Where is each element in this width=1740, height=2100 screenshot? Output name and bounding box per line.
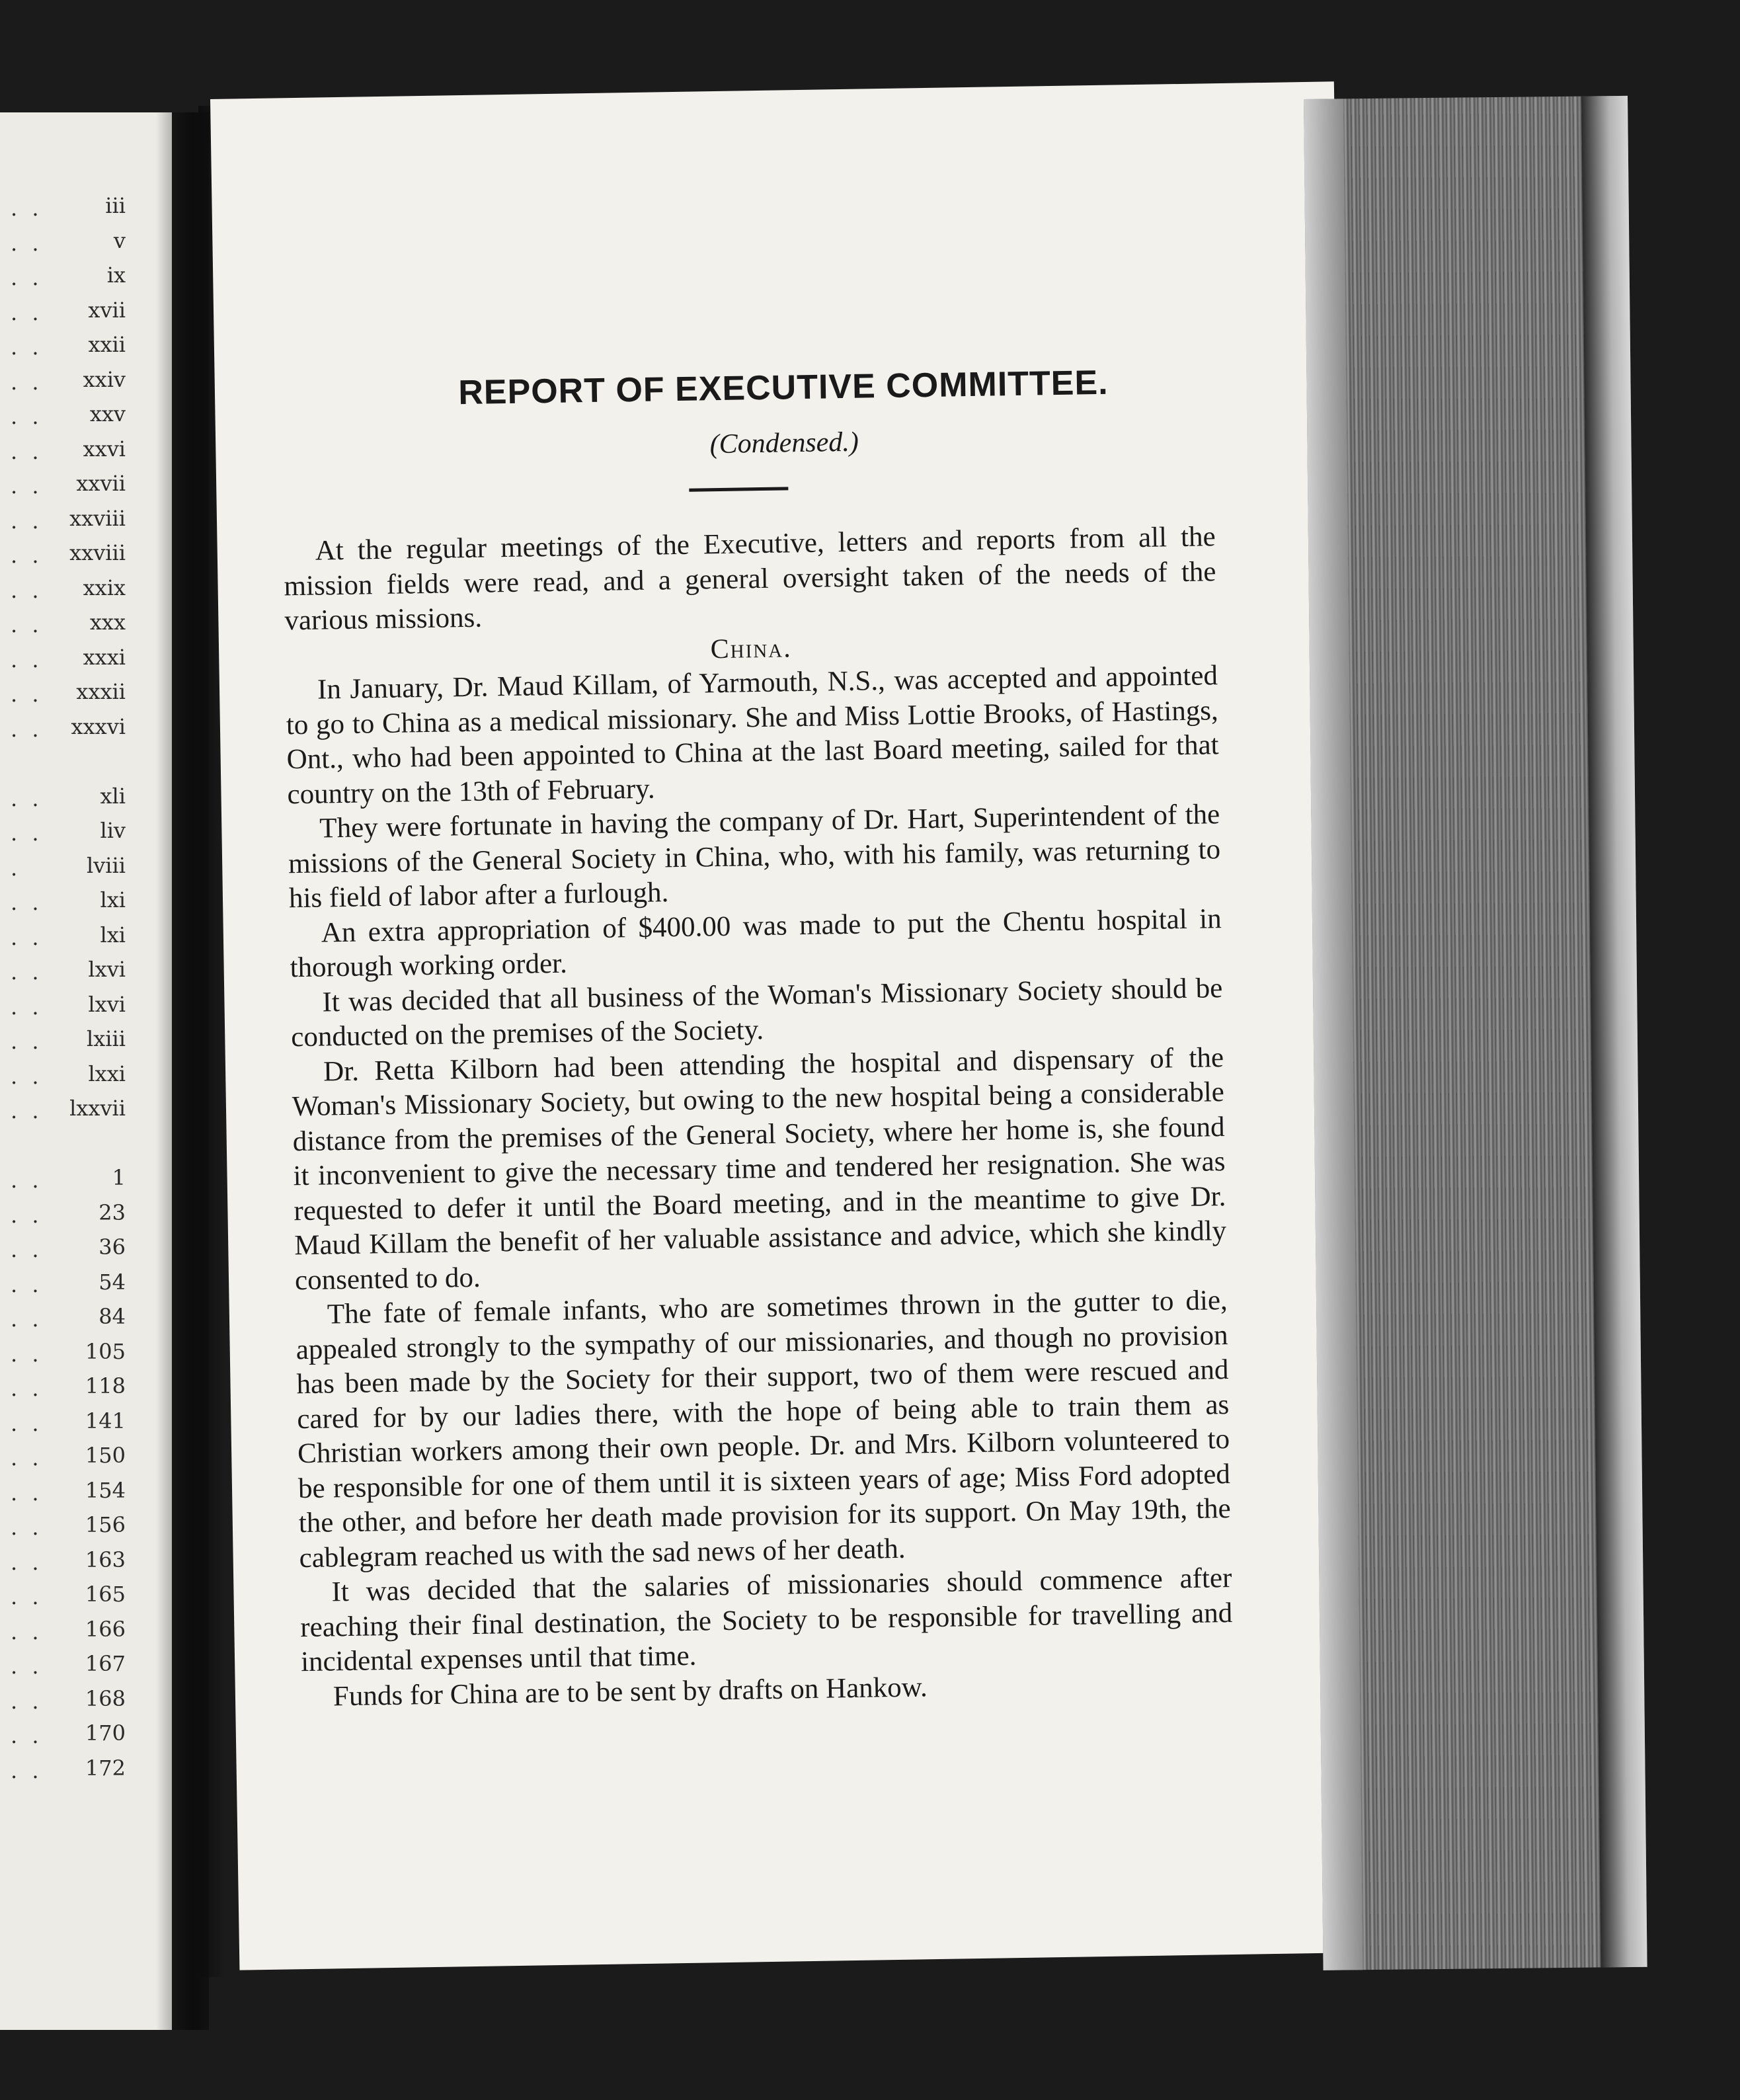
toc-leader-dots: . . xyxy=(11,1757,43,1783)
toc-row xyxy=(0,1580,132,1616)
toc-row xyxy=(0,400,132,436)
toc-row xyxy=(0,747,132,783)
toc-leader-dots: . . xyxy=(11,577,43,603)
paragraph: It was decided that all business of the Woman's Missionary Society should be conducted on the premises of the Society. xyxy=(290,972,1223,1053)
toc-leader-dots: . . xyxy=(11,890,43,915)
toc-row xyxy=(0,1060,132,1096)
toc-row xyxy=(0,608,132,644)
toc-page-number: xxx xyxy=(89,610,126,635)
toc-leader-dots: . . xyxy=(11,543,43,568)
toc-row xyxy=(0,713,132,748)
toc-leader-dots: . . xyxy=(11,265,43,290)
toc-page-number: lxvi xyxy=(88,957,126,982)
toc-row xyxy=(0,1303,132,1338)
toc-row xyxy=(0,643,132,679)
paragraph: Dr. Retta Kilborn had been attending the hospital and dispensary of the Woman's Missionary Society, but owing to the new hospital being a considerable distance from the premises of the General Society, where her home is, she found it inconvenient to give the necessary time and tendered her resignation. She was requested to defer it until the Board meeting, and in the meantime to give Dr. Maud Killam the benefit of her valuable assistance and advice, which she kindly consented to do. xyxy=(292,1041,1227,1296)
toc-leader-dots: . . xyxy=(11,1168,43,1193)
toc-row xyxy=(0,1511,132,1547)
toc-row xyxy=(0,1268,132,1304)
toc-page-number: lxvi xyxy=(88,991,126,1017)
paragraph: Funds for China are to be sent by drafts on Hankow. xyxy=(333,1671,928,1712)
toc-leader-dots: . . xyxy=(11,230,43,256)
toc-row xyxy=(0,1441,132,1477)
toc-leader-dots: . . xyxy=(11,1341,43,1367)
report-body xyxy=(283,520,1234,1715)
toc-leader-dots: . . xyxy=(11,1515,43,1540)
toc-leader-dots: . xyxy=(11,855,22,881)
toc-page-number: 156 xyxy=(85,1512,126,1537)
toc-row xyxy=(0,1199,132,1234)
toc-page-number: xxxi xyxy=(83,644,126,670)
toc-leader-dots: . . xyxy=(11,612,43,637)
toc-page-number: lxi xyxy=(100,887,126,912)
toc-page-number: 118 xyxy=(85,1373,126,1398)
title-rule xyxy=(689,487,788,491)
toc-row xyxy=(0,1164,132,1199)
toc-row xyxy=(0,852,132,887)
toc-leader-dots: . . xyxy=(11,508,43,534)
toc-leader-dots: . . xyxy=(11,404,43,429)
toc-leader-dots: . . xyxy=(11,1202,43,1228)
toc-leader-dots: . . xyxy=(11,821,43,846)
toc-leader-dots: . . xyxy=(11,1654,43,1679)
toc-row xyxy=(0,1338,132,1373)
toc-page-number: lxi xyxy=(100,922,126,948)
toc-page-number: xxxii xyxy=(76,679,126,704)
toc-leader-dots: . . xyxy=(11,1098,43,1123)
toc-row xyxy=(0,1476,132,1512)
toc-row xyxy=(0,921,132,957)
toc-row xyxy=(0,1685,132,1720)
toc-leader-dots: . . xyxy=(11,1376,43,1401)
toc-leader-dots: . . xyxy=(11,1410,43,1436)
toc-leader-dots: . . xyxy=(11,1549,43,1575)
paragraph: It was decided that the salaries of missionaries should commence after reaching their final destination, the Society to be responsible for travelling and incidental expenses until that time. xyxy=(299,1562,1233,1678)
toc-leader-dots: . . xyxy=(11,1688,43,1714)
paragraph: In January, Dr. Maud Killam, of Yarmouth, N.S., was accepted and appointed to go to China as a medical missionary. She and Miss Lottie Brooks, of Hastings, Ont., who had been appointed to China at the last Board meeting, sailed for that country on the 13th of February. xyxy=(286,660,1219,810)
toc-page-number: 167 xyxy=(85,1651,126,1676)
toc-leader-dots: . . xyxy=(11,716,43,742)
toc-page-number: 1 xyxy=(112,1165,126,1190)
toc-page-number: xxii xyxy=(88,332,126,357)
toc-row xyxy=(0,366,132,401)
toc-row xyxy=(0,817,132,852)
toc-page-number: iii xyxy=(105,193,126,218)
toc-row xyxy=(0,1754,132,1790)
toc-row xyxy=(0,469,132,505)
toc-page-number: 105 xyxy=(85,1338,126,1364)
toc-row xyxy=(0,1372,132,1408)
toc-page-number: lxxi xyxy=(88,1061,126,1086)
toc-page-number: xxix xyxy=(83,575,126,600)
page-subtitle: (Condensed.) xyxy=(709,426,859,460)
toc-page-number: liv xyxy=(100,818,126,843)
left-facing-page xyxy=(0,112,172,2030)
toc-row xyxy=(0,1719,132,1755)
toc-leader-dots: . . xyxy=(11,1480,43,1506)
toc-row xyxy=(0,227,132,262)
toc-page-number: xxvii xyxy=(76,471,126,496)
toc-page-number: xxviii xyxy=(69,540,126,565)
toc-row xyxy=(0,1407,132,1443)
toc-page-number: 163 xyxy=(85,1547,126,1572)
toc-row xyxy=(0,782,132,818)
toc-row xyxy=(0,1094,132,1130)
toc-page-number: 23 xyxy=(99,1199,126,1225)
toc-row xyxy=(0,886,132,922)
toc-page-number: 84 xyxy=(99,1304,126,1329)
toc-page-number: lxiii xyxy=(87,1026,126,1051)
toc-row xyxy=(0,1025,132,1061)
toc-page-number: ix xyxy=(106,262,126,288)
toc-leader-dots: . . xyxy=(11,1272,43,1297)
section-heading: China. xyxy=(710,632,793,665)
toc-leader-dots: . . xyxy=(11,300,43,325)
toc-row xyxy=(0,1129,132,1165)
toc-leader-dots: . . xyxy=(11,959,43,985)
toc-page-number: 165 xyxy=(85,1582,126,1607)
toc-page-number: xxviii xyxy=(69,505,126,531)
toc-leader-dots: . . xyxy=(11,1445,43,1471)
report-page xyxy=(210,81,1363,1970)
toc-page-number: 172 xyxy=(85,1755,126,1781)
toc-row xyxy=(0,539,132,575)
toc-row xyxy=(0,1615,132,1651)
toc-row xyxy=(0,435,132,471)
toc-row xyxy=(0,1650,132,1685)
toc-page-number: xxvi xyxy=(83,436,126,462)
toc-page-number: 150 xyxy=(85,1443,126,1468)
toc-row xyxy=(0,1233,132,1269)
toc-page-number: 168 xyxy=(85,1685,126,1711)
toc-page-number: 36 xyxy=(99,1234,126,1260)
paragraph: An extra appropriation of $400.00 was made to put the Chentu hospital in thorough working order. xyxy=(290,903,1222,984)
paragraph: They were fortunate in having the company of Dr. Hart, Superintendent of the missions of the General Society in China, who, with his family, was returning to his field of labor after a furlough. xyxy=(288,799,1221,914)
toc-leader-dots: . . xyxy=(11,369,43,395)
toc-leader-dots: . . xyxy=(11,1237,43,1262)
toc-leader-dots: . . xyxy=(11,196,43,221)
book-page-edges xyxy=(1304,96,1647,1970)
intro-paragraph: At the regular meetings of the Executive, letters and reports from all the mission fields were read, and a general oversight taken of the needs of the various missions. xyxy=(284,521,1216,637)
page-title: REPORT OF EXECUTIVE COMMITTEE. xyxy=(457,363,1109,413)
toc-leader-dots: . . xyxy=(11,1307,43,1332)
toc-page-number: xxv xyxy=(89,401,126,426)
toc-leader-dots: . . xyxy=(11,335,43,360)
toc-row xyxy=(0,574,132,610)
toc-leader-dots: . . xyxy=(11,1584,43,1609)
toc-page-number: xli xyxy=(100,783,126,809)
toc-page-number: xvii xyxy=(88,297,126,323)
toc-leader-dots: . . xyxy=(11,1029,43,1054)
toc-leader-dots: . . xyxy=(11,924,43,950)
toc-leader-dots: . . xyxy=(11,1063,43,1089)
toc-leader-dots: . . xyxy=(11,647,43,672)
toc-leader-dots: . . xyxy=(11,438,43,464)
toc-leader-dots: . . xyxy=(11,682,43,707)
toc-row xyxy=(0,261,132,297)
toc-leader-dots: . . xyxy=(11,473,43,499)
toc-leader-dots: . . xyxy=(11,786,43,811)
toc-page-number: 166 xyxy=(85,1616,126,1642)
toc-row xyxy=(0,505,132,540)
toc-leader-dots: . . xyxy=(11,994,43,1020)
toc-page-number: lxxvii xyxy=(69,1096,126,1121)
toc-page-number: 154 xyxy=(85,1477,126,1503)
toc-row xyxy=(0,192,132,227)
toc-row xyxy=(0,955,132,991)
toc-page-number: xxxvi xyxy=(71,713,126,739)
toc-leader-dots: . . xyxy=(11,1619,43,1644)
toc-page-number: lviii xyxy=(86,852,126,878)
toc-page-number: 141 xyxy=(85,1408,126,1434)
toc-row xyxy=(0,990,132,1026)
toc-row xyxy=(0,678,132,713)
toc-page-number: 54 xyxy=(99,1269,126,1295)
toc-page-number: v xyxy=(113,227,126,253)
toc-row xyxy=(0,296,132,332)
toc-page-number: xxiv xyxy=(83,366,126,392)
toc-row xyxy=(0,331,132,366)
toc-row xyxy=(0,1546,132,1582)
toc-page-number: 170 xyxy=(85,1720,126,1746)
toc-leader-dots: . . xyxy=(11,1723,43,1748)
paragraph: The fate of female infants, who are sometimes thrown in the gutter to die, appealed strongly to the sympathy of our missionaries, and though no provision has been made by the Society for their support, two of them were rescued and cared for by our ladies there, with the hope of being able to train them as Christian workers among their own people. Dr. and Mrs. Kilborn volunteered to be responsible for one of them until it is sixteen years of age; Miss Ford adopted the other, and before her death made provision for its support. On May 19th, the cablegram reached us with the sad news of her death. xyxy=(296,1285,1232,1574)
